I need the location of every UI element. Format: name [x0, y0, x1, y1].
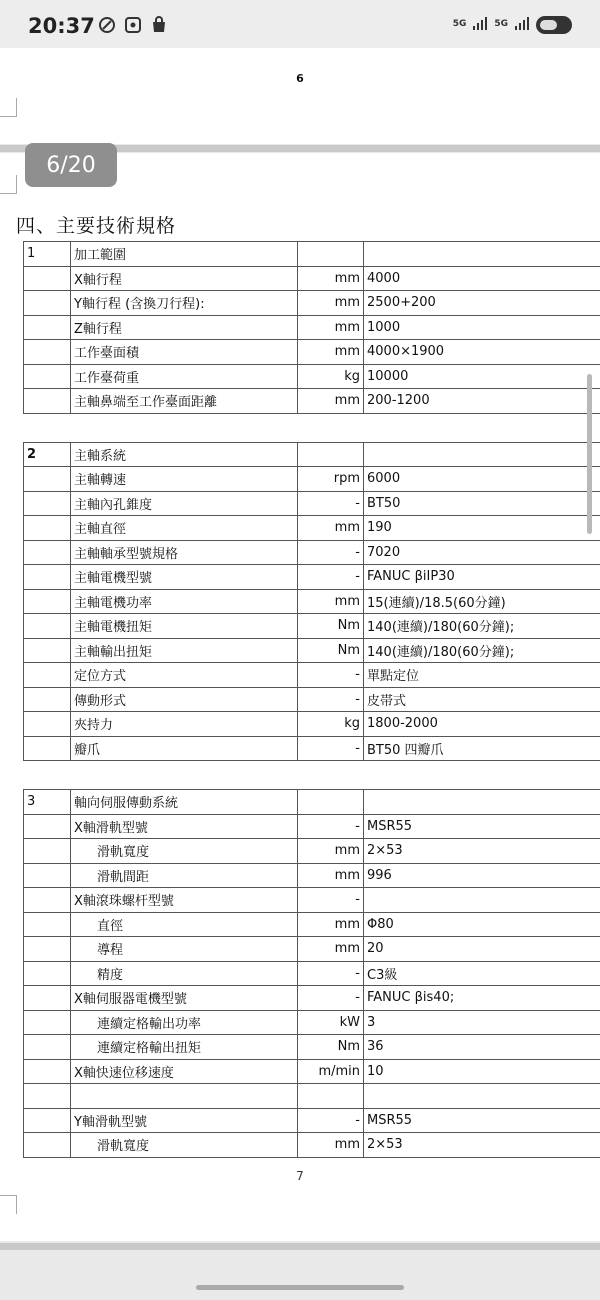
item-unit: -: [298, 736, 364, 761]
item-unit: m/min: [298, 1059, 364, 1084]
group-header-row: [24, 442, 600, 467]
table-row: [24, 937, 600, 962]
table-row: [24, 638, 600, 663]
group-title: 軸向伺服傳動系統: [71, 790, 298, 815]
item-value: 2500+200: [364, 291, 600, 316]
item-name: Y軸滑軌型號: [71, 1108, 298, 1133]
table-row: [24, 389, 600, 414]
shopping-bag-icon: [149, 16, 169, 34]
table-row: [24, 863, 600, 888]
item-unit: -: [298, 565, 364, 590]
item-value: 190: [364, 516, 600, 541]
item-name: 主軸內孔錐度: [71, 491, 298, 516]
item-name: X軸快速位移速度: [71, 1059, 298, 1084]
item-value: 3: [364, 1010, 600, 1035]
crop-mark: [0, 1195, 17, 1214]
table-row: [24, 315, 600, 340]
item-unit: kg: [298, 712, 364, 737]
index-cell: [24, 467, 71, 492]
item-unit: kg: [298, 364, 364, 389]
item-value: 4000×1900: [364, 340, 600, 365]
table-row: [24, 364, 600, 389]
group-header-row: [24, 242, 600, 267]
item-value: 4000: [364, 266, 600, 291]
item-name: 定位方式: [71, 663, 298, 688]
item-unit: Nm: [298, 1035, 364, 1060]
item-value: FANUC βiIP30: [364, 565, 600, 590]
item-name: 瓣爪: [71, 736, 298, 761]
page-indicator: 6/20: [25, 143, 117, 187]
item-name: 直徑: [71, 912, 298, 937]
item-unit: mm: [298, 912, 364, 937]
item-unit: -: [298, 491, 364, 516]
table-row: [24, 589, 600, 614]
status-time: 20:37: [28, 14, 95, 38]
table-row: [24, 736, 600, 761]
table-row: [24, 1059, 600, 1084]
index-cell: [24, 663, 71, 688]
crop-mark: [0, 98, 17, 117]
index-cell: [24, 291, 71, 316]
index-cell: [24, 266, 71, 291]
item-name: 滑軌間距: [71, 863, 298, 888]
table-row: [24, 565, 600, 590]
home-gesture-handle[interactable]: [196, 1285, 404, 1290]
table-row: [24, 961, 600, 986]
item-unit: -: [298, 1108, 364, 1133]
table-row: [24, 663, 600, 688]
item-name: [71, 1084, 298, 1109]
index-cell: [24, 516, 71, 541]
table-row: [24, 540, 600, 565]
table-row: [24, 888, 600, 913]
table-row: [24, 986, 600, 1011]
item-name: 滑軌寬度: [71, 1133, 298, 1158]
navigation-bar: [0, 1250, 600, 1300]
item-value: FANUC βis40;: [364, 986, 600, 1011]
value-cell: [364, 442, 600, 467]
item-name: 主軸電機型號: [71, 565, 298, 590]
unit-cell: [298, 790, 364, 815]
item-name: 精度: [71, 961, 298, 986]
item-value: 10: [364, 1059, 600, 1084]
item-name: 連續定格輸出扭矩: [71, 1035, 298, 1060]
signal-icon-2: [514, 15, 530, 34]
table-row: [24, 1084, 600, 1109]
item-unit: mm: [298, 516, 364, 541]
item-unit: kW: [298, 1010, 364, 1035]
spacer-cell: [298, 761, 364, 790]
scrollbar[interactable]: [587, 374, 592, 534]
item-value: 140(連續)/180(60分鐘);: [364, 614, 600, 639]
index-cell: [24, 1133, 71, 1158]
item-value: BT50 四瓣爪: [364, 736, 600, 761]
index-cell: [24, 839, 71, 864]
item-value: [364, 888, 600, 913]
item-name: 主軸鼻端至工作臺面距離: [71, 389, 298, 414]
table-row: [24, 614, 600, 639]
table-row: [24, 1010, 600, 1035]
item-name: Y軸行程 (含換刀行程):: [71, 291, 298, 316]
spacer-cell: [364, 761, 600, 790]
item-name: 主軸電機功率: [71, 589, 298, 614]
item-unit: Nm: [298, 614, 364, 639]
index-cell: [24, 986, 71, 1011]
table-row: [24, 1108, 600, 1133]
crop-mark: [0, 175, 17, 194]
network-type-2: 5G: [494, 19, 508, 29]
item-name: 導程: [71, 937, 298, 962]
unit-cell: [298, 242, 364, 267]
index-cell: [24, 712, 71, 737]
location-off-icon: [97, 16, 117, 34]
table-row: [24, 467, 600, 492]
table-row: [24, 1133, 600, 1158]
item-value: 200-1200: [364, 389, 600, 414]
item-unit: mm: [298, 266, 364, 291]
item-value: 皮帯式: [364, 687, 600, 712]
current-page: [0, 153, 600, 1241]
item-unit: rpm: [298, 467, 364, 492]
item-unit: mm: [298, 389, 364, 414]
table-row: [24, 516, 600, 541]
index-cell: [24, 1084, 71, 1109]
item-name: 連續定格輸出功率: [71, 1010, 298, 1035]
value-cell: [364, 242, 600, 267]
group-number: 1: [24, 242, 71, 267]
index-cell: [24, 614, 71, 639]
section-title: 四、主要技術規格: [16, 215, 177, 237]
item-value: 996: [364, 863, 600, 888]
item-unit: -: [298, 814, 364, 839]
table-row: [24, 291, 600, 316]
item-unit: mm: [298, 340, 364, 365]
group-title: 主軸系統: [71, 442, 298, 467]
table-row: [24, 912, 600, 937]
battery-icon: [536, 16, 572, 34]
item-value: 2×53: [364, 839, 600, 864]
index-cell: [24, 888, 71, 913]
index-cell: [24, 736, 71, 761]
index-cell: [24, 1035, 71, 1060]
page-number: 7: [296, 1169, 304, 1183]
table-row: [24, 340, 600, 365]
group-spacer: [24, 413, 600, 442]
item-unit: [298, 1084, 364, 1109]
network-type-1: 5G: [452, 19, 467, 29]
status-bar: [0, 0, 600, 48]
index-cell: [24, 540, 71, 565]
spacer-cell: [24, 413, 71, 442]
index-cell: [24, 863, 71, 888]
item-value: 10000: [364, 364, 600, 389]
item-name: 工作臺面積: [71, 340, 298, 365]
item-unit: -: [298, 540, 364, 565]
item-unit: -: [298, 986, 364, 1011]
item-unit: -: [298, 961, 364, 986]
group-spacer: [24, 761, 600, 790]
index-cell: [24, 814, 71, 839]
index-cell: [24, 912, 71, 937]
item-value: 2×53: [364, 1133, 600, 1158]
item-unit: mm: [298, 315, 364, 340]
item-name: 主軸電機扭矩: [71, 614, 298, 639]
item-unit: Nm: [298, 638, 364, 663]
item-name: X軸伺服器電機型號: [71, 986, 298, 1011]
spacer-cell: [71, 761, 298, 790]
item-unit: -: [298, 663, 364, 688]
item-name: 夾持力: [71, 712, 298, 737]
item-value: BT50: [364, 491, 600, 516]
table-row: [24, 712, 600, 737]
spacer-cell: [364, 413, 600, 442]
unit-cell: [298, 442, 364, 467]
item-name: X軸滾珠螺杆型號: [71, 888, 298, 913]
group-header-row: [24, 790, 600, 815]
item-name: X軸行程: [71, 266, 298, 291]
item-value: MSR55: [364, 1108, 600, 1133]
item-value: 6000: [364, 467, 600, 492]
index-cell: [24, 589, 71, 614]
item-value: 140(連續)/180(60分鐘);: [364, 638, 600, 663]
item-value: 1000: [364, 315, 600, 340]
item-name: 主軸轉速: [71, 467, 298, 492]
index-cell: [24, 491, 71, 516]
page-number: 6: [296, 72, 304, 85]
table-row: [24, 687, 600, 712]
item-value: 15(連續)/18.5(60分鐘): [364, 589, 600, 614]
index-cell: [24, 389, 71, 414]
group-number: 2: [24, 442, 71, 467]
item-value: 20: [364, 937, 600, 962]
spacer-cell: [24, 761, 71, 790]
item-unit: mm: [298, 839, 364, 864]
table-row: [24, 839, 600, 864]
group-title: 加工範圍: [71, 242, 298, 267]
index-cell: [24, 364, 71, 389]
value-cell: [364, 790, 600, 815]
index-cell: [24, 961, 71, 986]
item-value: [364, 1084, 600, 1109]
spacer-cell: [298, 413, 364, 442]
item-name: 傳動形式: [71, 687, 298, 712]
previous-page: [0, 48, 600, 144]
item-unit: mm: [298, 291, 364, 316]
index-cell: [24, 565, 71, 590]
page-divider: [0, 1243, 600, 1250]
table-row: [24, 1035, 600, 1060]
item-value: C3級: [364, 961, 600, 986]
group-number: 3: [24, 790, 71, 815]
item-unit: mm: [298, 863, 364, 888]
table-row: [24, 491, 600, 516]
item-value: MSR55: [364, 814, 600, 839]
item-unit: mm: [298, 1133, 364, 1158]
item-value: 單點定位: [364, 663, 600, 688]
item-value: 7020: [364, 540, 600, 565]
spec-table: [23, 241, 600, 1158]
item-value: 1800-2000: [364, 712, 600, 737]
table-row: [24, 266, 600, 291]
screenshot-icon: [123, 16, 143, 34]
item-name: Z軸行程: [71, 315, 298, 340]
item-name: 滑軌寬度: [71, 839, 298, 864]
spacer-cell: [71, 413, 298, 442]
item-unit: mm: [298, 937, 364, 962]
index-cell: [24, 1010, 71, 1035]
index-cell: [24, 1108, 71, 1133]
item-value: Φ80: [364, 912, 600, 937]
item-unit: -: [298, 888, 364, 913]
item-unit: mm: [298, 589, 364, 614]
index-cell: [24, 1059, 71, 1084]
index-cell: [24, 340, 71, 365]
item-name: 工作臺荷重: [71, 364, 298, 389]
signal-icon-1: [472, 15, 488, 34]
index-cell: [24, 315, 71, 340]
item-value: 36: [364, 1035, 600, 1060]
item-name: 主軸軸承型號規格: [71, 540, 298, 565]
item-name: 主軸直徑: [71, 516, 298, 541]
index-cell: [24, 937, 71, 962]
table-row: [24, 814, 600, 839]
item-unit: -: [298, 687, 364, 712]
index-cell: [24, 687, 71, 712]
item-name: X軸滑軌型號: [71, 814, 298, 839]
item-name: 主軸輸出扭矩: [71, 638, 298, 663]
index-cell: [24, 638, 71, 663]
